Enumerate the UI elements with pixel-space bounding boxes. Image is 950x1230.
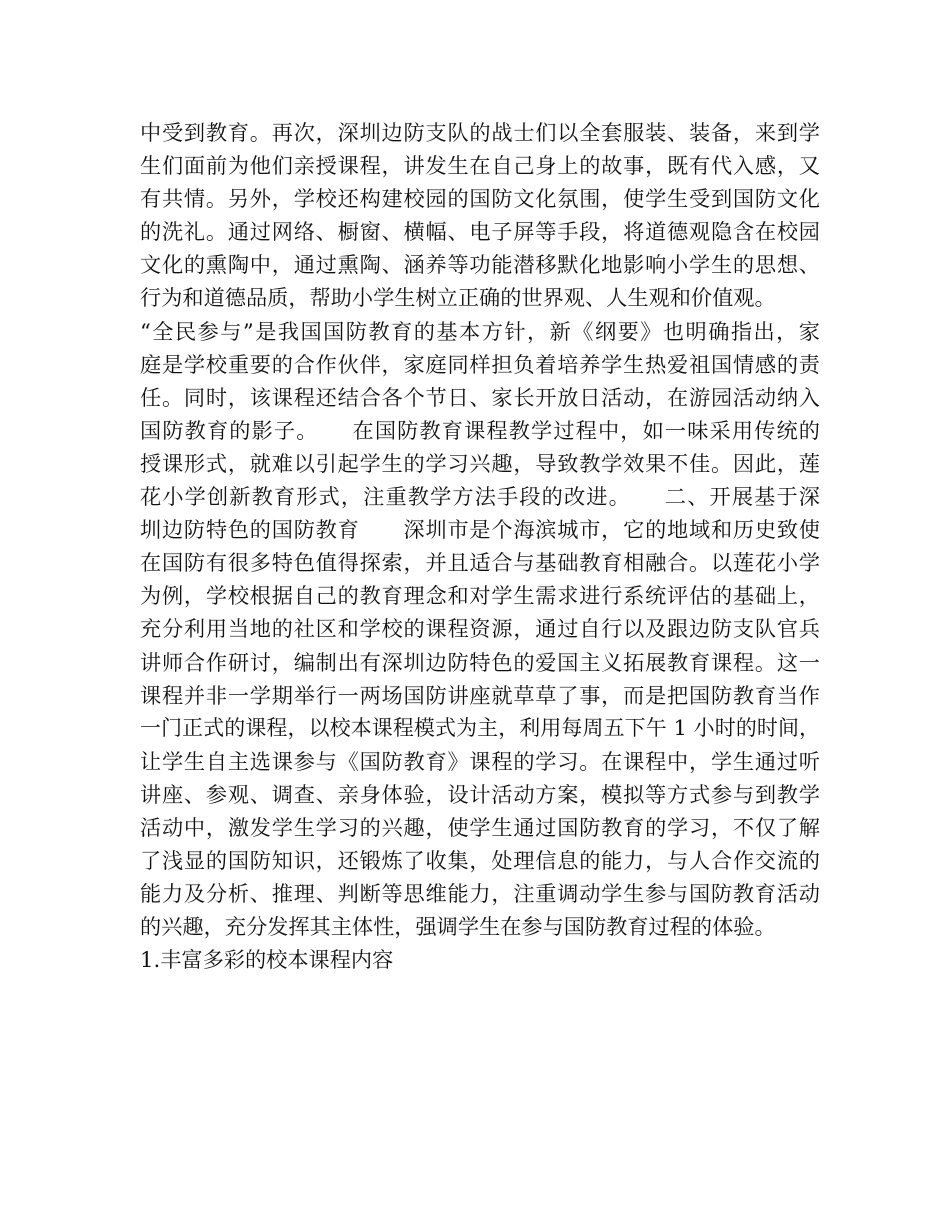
text-line: 能力及分析、推理、判断等思维能力，注重调动学生参与国防教育活动 (140, 881, 820, 907)
text-line: 文化的熏陶中，通过熏陶、涵养等功能潜移默化地影响小学生的思想、 (140, 252, 820, 278)
text-line: 圳边防特色的国防教育 深圳市是个海滨城市，它的地域和历史致使 (140, 517, 820, 543)
text-line: 的洗礼。通过网络、橱窗、横幅、电子屏等手段，将道德观隐含在校园 (140, 219, 820, 245)
text-line: “全民参与”是我国国防教育的基本方针，新《纲要》也明确指出，家 (140, 318, 820, 344)
text-line: 讲座、参观、调查、亲身体验，设计活动方案，模拟等方式参与到教学 (140, 781, 820, 807)
text-line: 庭是学校重要的合作伙伴，家庭同样担负着培养学生热爱祖国情感的责 (140, 351, 820, 377)
text-line: 行为和道德品质，帮助小学生树立正确的世界观、人生观和价值观。 (140, 285, 776, 311)
text-line: 课程并非一学期举行一两场国防讲座就草草了事，而是把国防教育当作 (140, 682, 820, 708)
text-line: 在国防有很多特色值得探索，并且适合与基础教育相融合。以莲花小学 (140, 550, 820, 576)
text-line: 授课形式，就难以引起学生的学习兴趣，导致教学效果不佳。因此，莲 (140, 450, 820, 476)
section-heading: 1.丰富多彩的校本课程内容 (140, 947, 394, 973)
text-line: 充分利用当地的社区和学校的课程资源，通过自行以及跟边防支队官兵 (140, 616, 820, 642)
text-line: 国防教育的影子。 在国防教育课程教学过程中，如一味采用传统的 (140, 417, 820, 443)
text-line: 为例，学校根据自己的教育理念和对学生需求进行系统评估的基础上， (140, 583, 820, 609)
text-line: 花小学创新教育形式，注重教学方法手段的改进。 二、开展基于深 (140, 484, 820, 510)
text-line: 的兴趣，充分发挥其主体性，强调学生在参与国防教育过程的体验。 (140, 914, 776, 940)
text-line: 让学生自主选课参与《国防教育》课程的学习。在课程中，学生通过听 (140, 748, 820, 774)
text-line: 活动中，激发学生学习的兴趣，使学生通过国防教育的学习，不仅了解 (140, 814, 820, 840)
text-line: 讲师合作研讨，编制出有深圳边防特色的爱国主义拓展教育课程。这一 (140, 649, 820, 675)
text-line: 有共情。另外，学校还构建校园的国防文化氛围，使学生受到国防文化 (140, 186, 820, 212)
text-line: 生们面前为他们亲授课程，讲发生在自己身上的故事，既有代入感，又 (140, 153, 820, 179)
text-line: 中受到教育。再次，深圳边防支队的战士们以全套服装、装备，来到学 (140, 120, 820, 145)
text-line: 任。同时，该课程还结合各个节日、家长开放日活动，在游园活动纳入 (140, 384, 820, 410)
body-text (140, 116, 820, 976)
text-line: 一门正式的课程，以校本课程模式为主，利用每周五下午 1 小时的时间， (140, 715, 820, 740)
text-line: 了浅显的国防知识，还锻炼了收集，处理信息的能力，与人合作交流的 (140, 848, 820, 874)
